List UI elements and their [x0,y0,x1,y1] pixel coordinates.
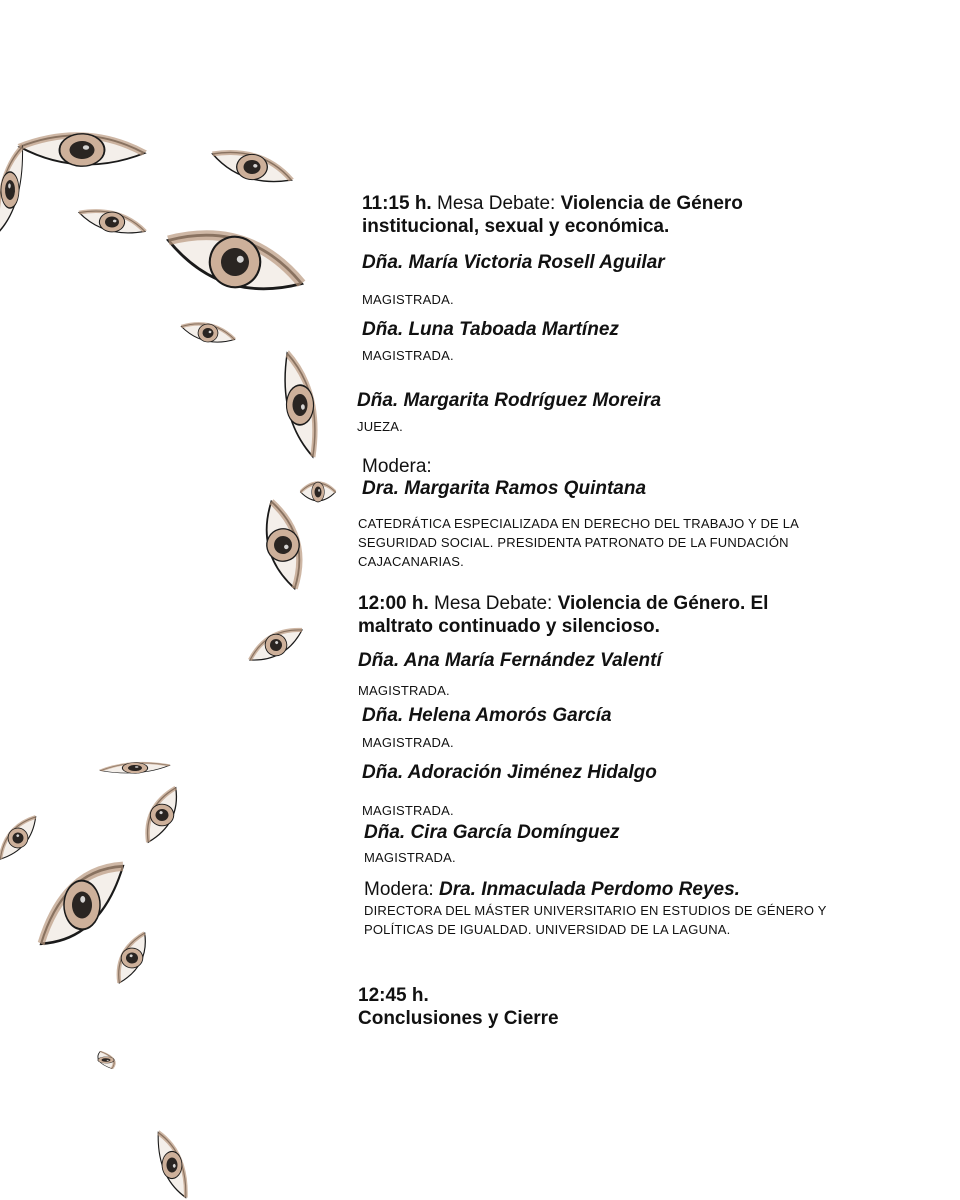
eye-illustration-icon [150,1126,195,1200]
eye-illustration-icon [274,347,325,464]
closing-time: 12:45 h. [358,985,429,1006]
moderator-role-line: DIRECTORA DEL MÁSTER UNIVERSITARIO EN ESTUDIOS DE GÉNERO Y [364,903,827,918]
closing-title: Conclusiones y Cierre [358,1008,559,1029]
eye-illustration-icon [31,846,134,963]
speaker-name: Dña. María Victoria Rosell Aguilar [362,252,665,273]
moderator-line [364,879,740,901]
speaker-name: Dña. Ana María Fernández Valentí [358,650,662,671]
moderator-role-line: CAJACANARIAS. [358,554,464,569]
speaker-role: MAGISTRADA. [362,292,454,307]
closing-heading [358,984,559,1030]
eye-illustration-icon [245,621,308,670]
moderator-label: Modera: [364,879,434,900]
session1-title-line1: Violencia de Género [560,193,743,214]
speaker-role: JUEZA. [357,419,403,434]
speaker-name: Dña. Cira García Domínguez [364,822,620,843]
eye-illustration-icon [18,131,146,170]
eye-illustration-icon [92,1050,119,1069]
moderator-label: Modera: [362,456,432,477]
eye-illustration-icon [301,482,336,502]
eye-illustration-icon [179,318,237,348]
eye-illustration-icon [98,760,171,776]
eye-illustration-icon [0,811,43,866]
session2-title-line1: Violencia de Género. El [557,593,769,614]
moderator-role [364,901,827,939]
eye-illustration-icon [138,783,187,847]
speaker-role: MAGISTRADA. [358,683,450,698]
eye-illustration-icon [207,142,297,192]
moderator-role [358,514,799,571]
speaker-role: MAGISTRADA. [362,348,454,363]
moderator-name: Dra. Inmaculada Perdomo Reyes. [438,879,740,900]
speaker-role: MAGISTRADA. [362,803,454,818]
session1-title-line2: institucional, sexual y económica. [362,216,670,237]
speaker-name: Dña. Margarita Rodríguez Moreira [357,390,662,411]
session2-title-line2: maltrato continuado y silencioso. [358,616,660,637]
eye-illustration-icon [256,497,311,592]
session1-type: Mesa Debate: [437,193,556,214]
moderator-role-line: POLÍTICAS DE IGUALDAD. UNIVERSIDAD DE LA LAGUNA. [364,922,731,937]
speaker-role: MAGISTRADA. [362,735,454,750]
eye-illustration-icon [110,929,155,987]
moderator-name: Dra. Margarita Ramos Quintana [362,478,647,499]
eyes-illustration [0,0,360,1200]
session2-heading [358,592,768,638]
eye-illustration-icon [0,138,30,243]
moderator-role-line: CATEDRÁTICA ESPECIALIZADA EN DERECHO DEL TRABAJO Y DE LA [358,516,800,531]
session2-time: 12:00 h. [358,593,429,614]
speaker-role: MAGISTRADA. [364,850,456,865]
eye-illustration-icon [75,203,149,240]
session2-type: Mesa Debate: [434,593,553,614]
session1-time: 11:15 h. [362,193,432,214]
speaker-name: Dña. Helena Amorós García [362,705,612,726]
speaker-name: Dña. Adoración Jiménez Hidalgo [362,762,657,783]
session1-heading [362,192,743,238]
moderator-role-line: SEGURIDAD SOCIAL. PRESIDENTA PATRONATO DE LA FUNDACIÓN [358,535,789,550]
eye-illustration-icon [161,216,310,307]
speaker-name: Dña. Luna Taboada Martínez [362,319,619,340]
